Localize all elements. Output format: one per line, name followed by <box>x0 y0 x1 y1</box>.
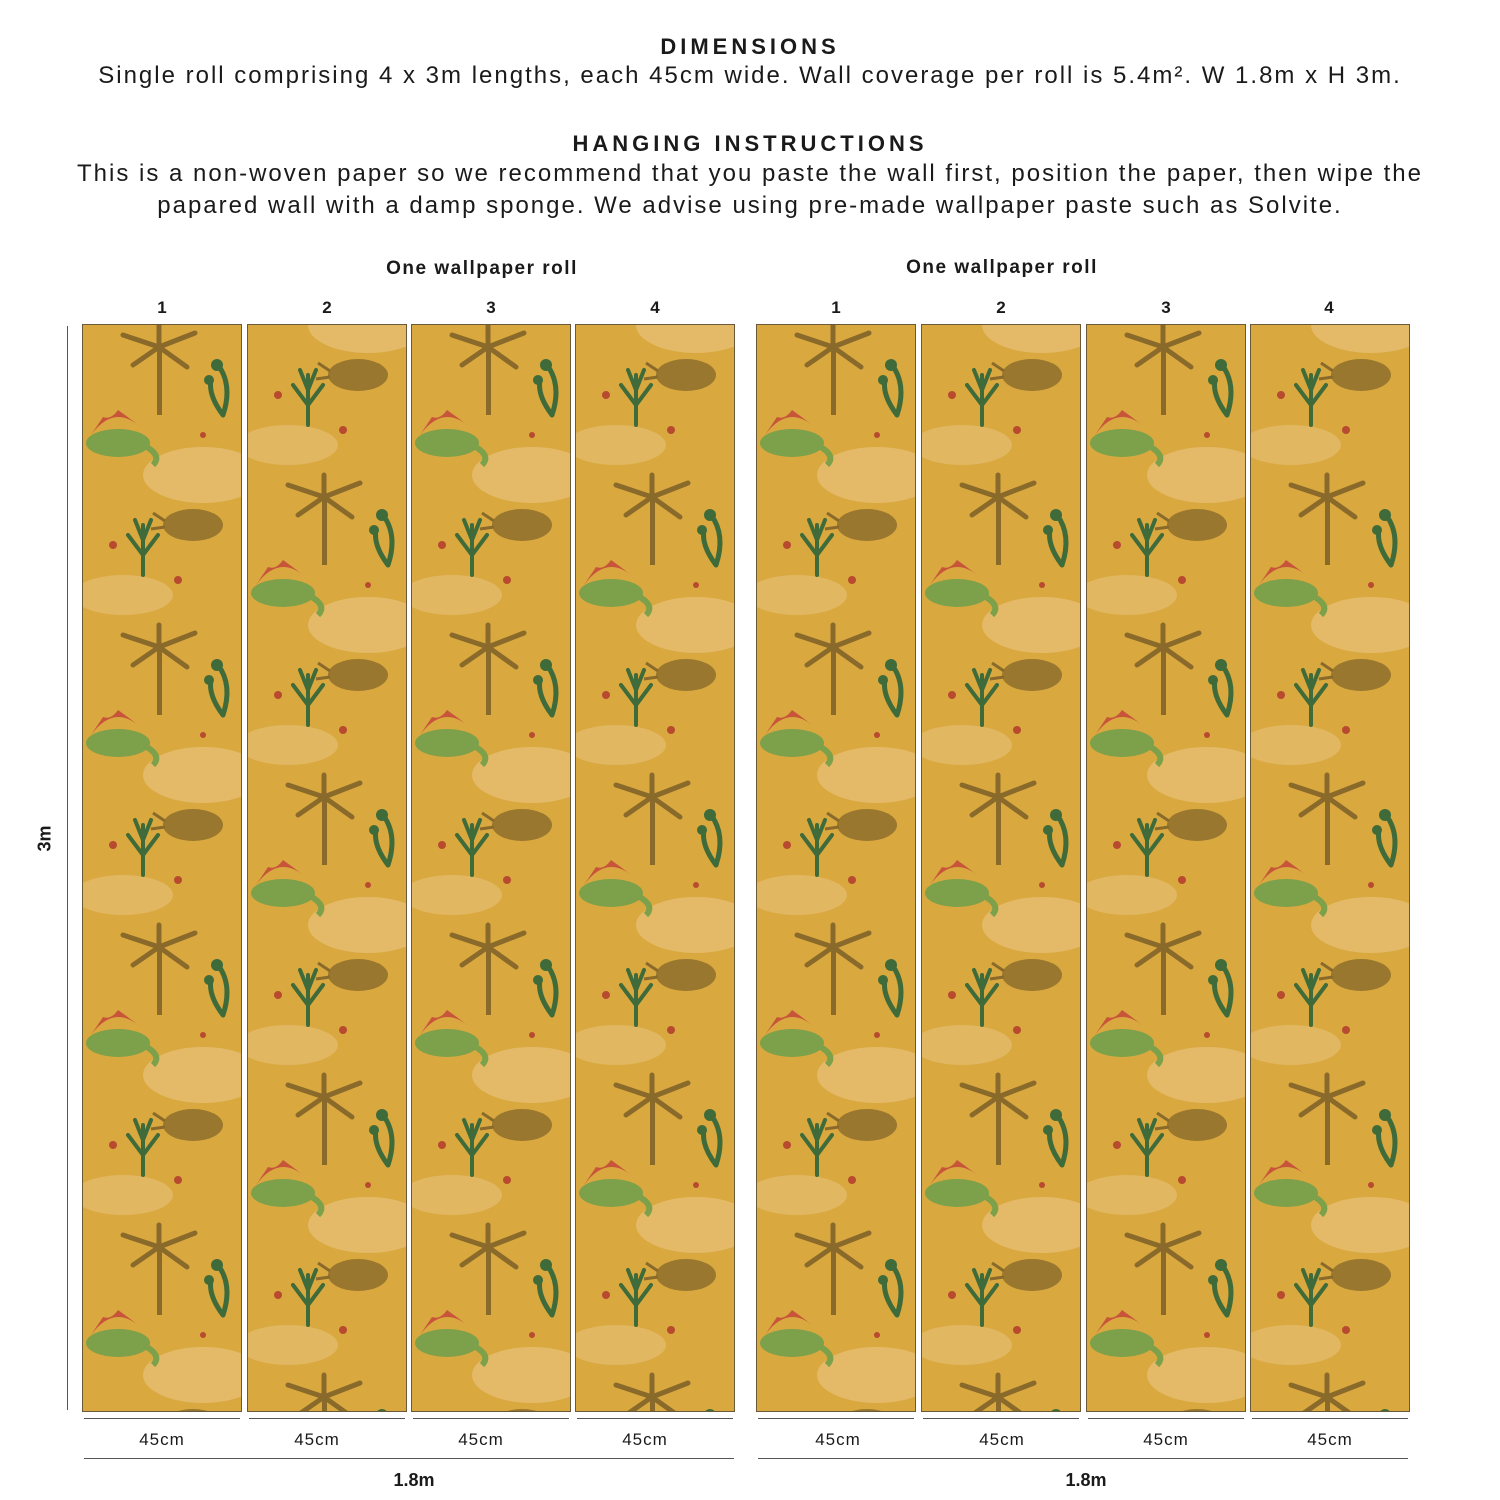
wallpaper-panel <box>1086 324 1246 1412</box>
panel-width-label: 45cm <box>622 1430 668 1449</box>
panel-width-line <box>84 1418 240 1419</box>
panel-width-line <box>577 1418 733 1419</box>
panel-width-label: 45cm <box>979 1430 1025 1449</box>
roll-1-panel-number: 3 <box>486 298 496 317</box>
dinosaur-pattern <box>576 325 734 1411</box>
panel-width-label: 45cm <box>294 1430 340 1449</box>
roll-2-panel-number: 2 <box>996 298 1006 317</box>
hanging-instructions-heading: HANGING INSTRUCTIONS <box>572 131 928 156</box>
height-label: 3m <box>34 825 55 852</box>
hanging-instructions-line-2: papared wall with a damp sponge. We advise using pre-made wallpaper paste such as Solvite. <box>157 192 1343 219</box>
panel-width-label: 45cm <box>1307 1430 1353 1449</box>
height-line <box>67 326 68 1410</box>
panel-width-line <box>923 1418 1079 1419</box>
hanging-instructions-line-1: This is a non-woven paper so we recommend that you paste the wall first, position the paper, then wipe the <box>77 160 1423 187</box>
dinosaur-pattern <box>248 325 406 1411</box>
dinosaur-pattern <box>922 325 1080 1411</box>
dimensions-text: Single roll comprising 4 x 3m lengths, each 45cm wide. Wall coverage per roll is 5.4m². W 1.8m x H 3m. <box>98 62 1402 89</box>
dinosaur-pattern <box>1251 325 1409 1411</box>
panel-width-label: 45cm <box>458 1430 504 1449</box>
dinosaur-pattern <box>412 325 570 1411</box>
wallpaper-panel <box>82 324 242 1412</box>
panel-width-label: 45cm <box>1143 1430 1189 1449</box>
roll-2-panel-number: 1 <box>831 298 841 317</box>
panel-width-line <box>758 1418 914 1419</box>
panel-width-line <box>249 1418 405 1419</box>
roll-1-panel-number: 4 <box>650 298 660 317</box>
roll-2-total-width: 1.8m <box>1065 1470 1107 1490</box>
roll-1-title: One wallpaper roll <box>386 258 578 279</box>
panel-width-line <box>413 1418 569 1419</box>
wallpaper-panel <box>1250 324 1410 1412</box>
wallpaper-panel <box>575 324 735 1412</box>
roll-width-line <box>758 1458 1408 1459</box>
dinosaur-pattern <box>757 325 915 1411</box>
panel-width-line <box>1088 1418 1244 1419</box>
roll-2-panel-number: 4 <box>1324 298 1334 317</box>
panel-width-label: 45cm <box>139 1430 185 1449</box>
roll-2-panel-number: 3 <box>1161 298 1171 317</box>
panel-width-line <box>1252 1418 1408 1419</box>
wallpaper-panel <box>411 324 571 1412</box>
panel-width-label: 45cm <box>815 1430 861 1449</box>
wallpaper-panel <box>756 324 916 1412</box>
roll-1-panel-number: 1 <box>157 298 167 317</box>
roll-1-total-width: 1.8m <box>393 1470 435 1490</box>
roll-1-panel-number: 2 <box>322 298 332 317</box>
roll-2-title: One wallpaper roll <box>906 257 1098 278</box>
wallpaper-panel <box>247 324 407 1412</box>
dinosaur-pattern <box>1087 325 1245 1411</box>
dimensions-heading: DIMENSIONS <box>660 34 840 59</box>
dinosaur-pattern <box>83 325 241 1411</box>
roll-width-line <box>84 1458 734 1459</box>
wallpaper-panel <box>921 324 1081 1412</box>
